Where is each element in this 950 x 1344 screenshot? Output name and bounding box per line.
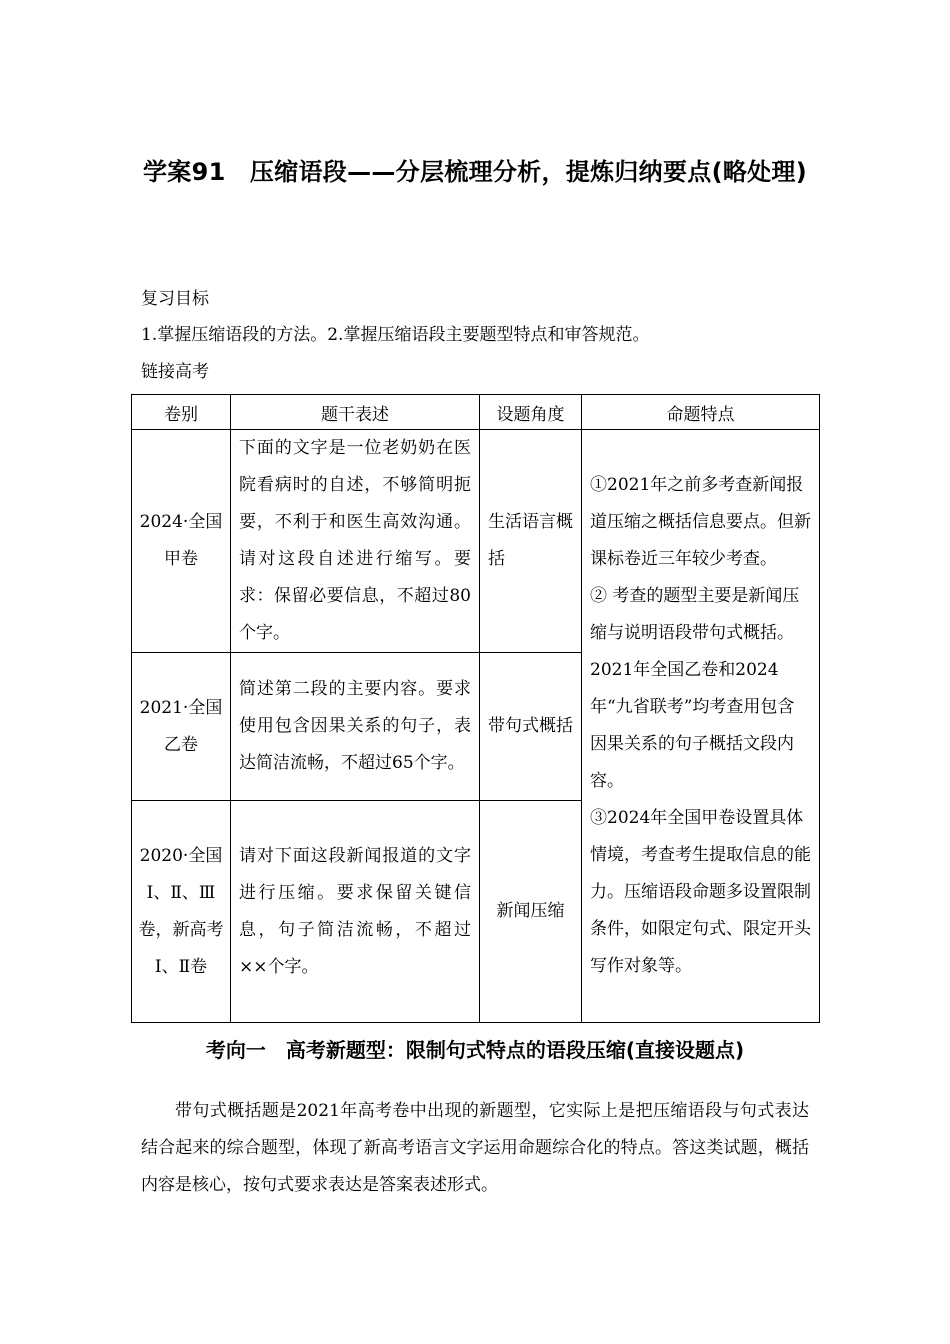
stem-cell: 下面的文字是一位老奶奶在医院看病时的自述，不够简明扼要，不利于和医生高效沟通。请对这段自述进行缩写。要求：保留必要信息，不超过80个字。	[239, 438, 471, 643]
table-row	[132, 430, 820, 653]
section-paragraph: 带句式概括题是2021年高考卷中出现的新题型，它实际上是把压缩语段与句式表达结合起来的综合题型，体现了新高考语言文字运用命题综合化的特点。答这类试题，概括内容是核心，按句式要求表达是答案表述形式。	[141, 1101, 809, 1195]
stem-cell: 请对下面这段新闻报道的文字进行压缩。要求保留关键信息，句子简洁流畅，不超过××个字。	[239, 845, 471, 977]
feature-item: ①2021年之前多考查新闻报道压缩之概括信息要点。但新课标卷近三年较少考查。	[590, 475, 811, 569]
header-angle: 设题角度	[480, 395, 582, 430]
paper-cell: 2020·全国Ⅰ、Ⅱ、Ⅲ卷，新高考Ⅰ、Ⅱ卷	[138, 845, 224, 977]
review-goal-label: 复习目标	[141, 289, 209, 309]
header-paper: 卷别	[132, 395, 231, 430]
features-cell	[582, 430, 820, 1023]
page-title: 学案91 压缩语段——分层梳理分析，提炼归纳要点(略处理)	[142, 158, 808, 186]
stem-cell: 简述第二段的主要内容。要求使用包含因果关系的句子，表达简洁流畅，不超过65个字。	[239, 679, 471, 773]
feature-item: ② 考查的题型主要是新闻压缩与说明语段带句式概括。2021年全国乙卷和2024年“九省联考”均考查用包含因果关系的句子概括文段内容。	[590, 586, 800, 791]
angle-cell: 生活语言概括	[488, 512, 573, 569]
exam-table	[131, 394, 820, 1023]
feature-item: ③2024年全国甲卷设置具体情境，考查考生提取信息的能力。压缩语段命题多设置限制条件，如限定句式、限定开头写作对象等。	[590, 808, 811, 976]
header-features: 命题特点	[582, 395, 820, 430]
angle-cell: 新闻压缩	[496, 901, 565, 921]
angle-cell: 带句式概括	[488, 716, 573, 736]
review-goal-text: 1.掌握压缩语段的方法。2.掌握压缩语段主要题型特点和审答规范。	[141, 325, 650, 345]
paper-cell: 2021·全国乙卷	[139, 697, 223, 755]
section-heading: 考向一 高考新题型：限制句式特点的语段压缩(直接设题点)	[205, 1038, 745, 1062]
paper-cell: 2024·全国甲卷	[139, 512, 223, 569]
table-header-row	[132, 395, 820, 430]
link-label: 链接高考	[141, 362, 209, 382]
header-stem: 题干表述	[231, 395, 480, 430]
